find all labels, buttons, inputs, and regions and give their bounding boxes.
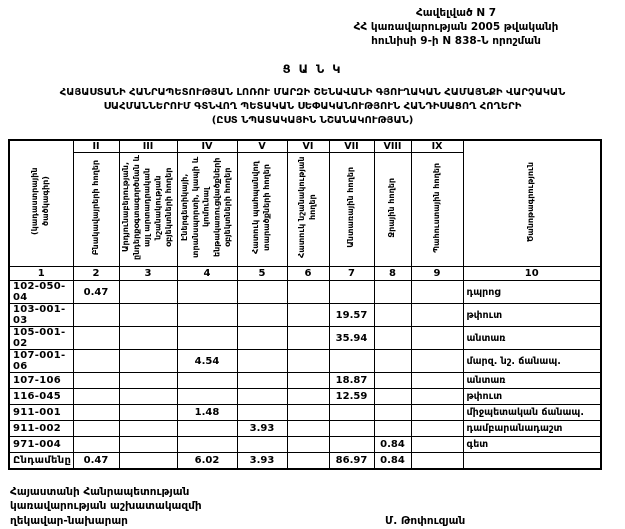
cell-area-value (411, 389, 463, 405)
table-row (9, 389, 601, 405)
cell-area-value (177, 281, 237, 304)
col-roman-8: VIII (374, 140, 411, 153)
cell-area-value (287, 453, 329, 469)
cell-area-value (287, 437, 329, 453)
col-header-protected-areas-lands: Հատուկ պահպանվող տարածքների հողեր (237, 153, 287, 267)
cell-area-value (119, 350, 177, 373)
cell-area-value: 19.57 (329, 304, 374, 327)
cell-area-value: 0.47 (73, 453, 119, 469)
total-row (9, 453, 601, 469)
col-header-forest-lands: Անտառային հողեր (329, 153, 374, 267)
table-row (9, 421, 601, 437)
cell-area-value: 0.84 (374, 453, 411, 469)
cell-area-value: 6.02 (177, 453, 237, 469)
cell-area-value (329, 405, 374, 421)
table-row (9, 405, 601, 421)
cell-area-value (287, 373, 329, 389)
cell-area-value (119, 304, 177, 327)
title-line-1: ՀԱՅԱՍՏԱՆԻ ՀԱՆՐԱՊԵՏՈՒԹՅԱՆ ԼՈՌՈՒ ՄԱՐԶԻ ՇԵՆԱՎԱՆԻ ԳՅՈՒՂԱԿԱՆ ՀԱՄԱՅՆՔԻ ՎԱՐՉԱԿԱՆ (59, 86, 566, 98)
cell-area-value (177, 304, 237, 327)
col-num-6: 6 (287, 267, 329, 281)
cell-area-value (287, 281, 329, 304)
cell-area-value (411, 437, 463, 453)
cell-area-value (329, 437, 374, 453)
signatory-title-line-3: ղեկավար-նախարար (10, 514, 128, 527)
cell-area-value (73, 421, 119, 437)
table-row (9, 327, 601, 350)
cell-area-value: 0.47 (73, 281, 119, 304)
col-roman-4: IV (177, 140, 237, 153)
cell-area-value (411, 350, 463, 373)
cell-area-value (119, 281, 177, 304)
cell-area-value (177, 373, 237, 389)
cell-note: դամբարանադաշտ (463, 421, 601, 437)
col-roman-3: III (119, 140, 177, 153)
cell-area-value (411, 373, 463, 389)
cell-area-value (119, 327, 177, 350)
signatory-title-line-2: կառավարության աշխատակազմի (10, 500, 202, 513)
cell-area-value (411, 453, 463, 469)
cell-note: գետ (463, 437, 601, 453)
cell-area-value (73, 405, 119, 421)
cell-area-value (177, 389, 237, 405)
appendix-line-1: Հավելված N 7 (415, 7, 497, 19)
col-roman-5: V (237, 140, 287, 153)
cell-area-value (119, 421, 177, 437)
col-roman-6: VI (287, 140, 329, 153)
col-roman-2: II (73, 140, 119, 153)
cell-area-value (237, 373, 287, 389)
cell-area-value: 35.94 (329, 327, 374, 350)
col-num-9: 9 (411, 267, 463, 281)
cell-area-value (287, 304, 329, 327)
cell-area-value (237, 405, 287, 421)
cell-area-value (119, 405, 177, 421)
cell-note: թփուտ (463, 304, 601, 327)
cell-area-value (287, 327, 329, 350)
cell-area-value (237, 350, 287, 373)
cell-area-value (411, 421, 463, 437)
col-header-reserve-lands: Պահուստային հողեր (411, 153, 463, 267)
col-num-8: 8 (374, 267, 411, 281)
cell-area-value (287, 350, 329, 373)
document-title (0, 86, 625, 128)
cell-area-value (411, 327, 463, 350)
cell-area-value (411, 281, 463, 304)
cell-area-value (73, 327, 119, 350)
col-num-2: 2 (73, 267, 119, 281)
cell-area-value (374, 281, 411, 304)
cell-cadastral-code: 116-045 (9, 389, 73, 405)
cell-area-value (119, 373, 177, 389)
cell-note (463, 453, 601, 469)
cell-area-value (73, 304, 119, 327)
col-num-10: 10 (463, 267, 601, 281)
col-num-4: 4 (177, 267, 237, 281)
cell-cadastral-code: 911-001 (9, 405, 73, 421)
cell-note: մարզ. նշ. ճանապ. (463, 350, 601, 373)
cell-area-value: 18.87 (329, 373, 374, 389)
cell-area-value (177, 437, 237, 453)
cell-area-value: 0.84 (374, 437, 411, 453)
cell-area-value (329, 421, 374, 437)
col-header-remarks (463, 140, 601, 267)
col-header-special-purpose-lands: Հատուկ նշանակության հողեր (287, 153, 329, 267)
col-num-1: 1 (9, 267, 73, 281)
cell-area-value: 1.48 (177, 405, 237, 421)
cell-area-value (177, 327, 237, 350)
cell-area-value (73, 373, 119, 389)
cell-area-value (73, 350, 119, 373)
cell-area-value: 3.93 (237, 421, 287, 437)
cell-area-value: 3.93 (237, 453, 287, 469)
cell-area-value (177, 421, 237, 437)
cell-area-value (237, 389, 287, 405)
cell-area-value (329, 350, 374, 373)
roman-numeral-row (9, 140, 601, 153)
appendix-reference (291, 6, 621, 49)
cell-area-value (374, 405, 411, 421)
cell-area-value: 12.59 (329, 389, 374, 405)
cell-area-value (374, 350, 411, 373)
cell-area-value: 4.54 (177, 350, 237, 373)
cell-cadastral-code: 103-001-03 (9, 304, 73, 327)
title-line-3: (ԸՍՏ ՆՊԱՏԱԿԱՅԻՆ ՆՇԱՆԱԿՈՒԹՅԱՆ) (211, 114, 414, 126)
cell-note: անտառ (463, 373, 601, 389)
cell-area-value (374, 373, 411, 389)
cell-area-value (73, 437, 119, 453)
column-number-row (9, 267, 601, 281)
cell-area-value (119, 453, 177, 469)
signatory-name: Մ. Թոփուզյան (385, 514, 466, 527)
col-header-water-lands: Ջրային հողեր (374, 153, 411, 267)
cell-note: թփուտ (463, 389, 601, 405)
cell-note: միջպետական ճանապ. (463, 405, 601, 421)
appendix-line-2: ՀՀ կառավարության 2005 թվականի (353, 21, 559, 34)
appendix-line-3: հունիսի 9-ի N 838-Ն որոշման (371, 35, 541, 48)
col-header-cadastral-code-label: (կադաստրային ծածկագիր) (30, 168, 51, 236)
cell-cadastral-code: 105-001-02 (9, 327, 73, 350)
signatory-title-line-1: Հայաստանի Հանրապետության (10, 485, 190, 498)
cell-area-value (73, 389, 119, 405)
col-num-5: 5 (237, 267, 287, 281)
cell-cadastral-code: 107-001-06 (9, 350, 73, 373)
cell-area-value (287, 421, 329, 437)
cell-area-value (374, 304, 411, 327)
cell-area-value (237, 304, 287, 327)
col-num-3: 3 (119, 267, 177, 281)
cell-area-value (119, 437, 177, 453)
table-row (9, 281, 601, 304)
table-row (9, 350, 601, 373)
table-row (9, 373, 601, 389)
title-line-2: ՍԱՀՄԱՆՆԵՐՈՒՄ ԳՏՆՎՈՂ ՊԵՏԱԿԱՆ ՍԵՓԱԿԱՆՈՒԹՅՈՒՆ ՀԱՆԴԻՍԱՑՈՂ ՀՈՂԵՐԻ (103, 100, 522, 112)
cell-area-value (374, 389, 411, 405)
cell-area-value (374, 421, 411, 437)
col-header-settlement-lands: Բնակավայրերի հողեր (73, 153, 119, 267)
cell-area-value (287, 389, 329, 405)
table-row (9, 304, 601, 327)
col-header-remarks-label: Ծանոթագրություն (526, 161, 536, 242)
table-body (9, 281, 601, 469)
cell-area-value (287, 405, 329, 421)
document-type-heading: Ց Ա Ն Կ (282, 61, 343, 76)
cell-cadastral-code: 107-106 (9, 373, 73, 389)
cell-area-value (374, 327, 411, 350)
col-roman-9: IX (411, 140, 463, 153)
cell-area-value (237, 327, 287, 350)
col-num-7: 7 (329, 267, 374, 281)
cell-cadastral-code: 971-004 (9, 437, 73, 453)
cell-area-value (411, 405, 463, 421)
cell-note: դպրոց (463, 281, 601, 304)
cell-note: անտառ (463, 327, 601, 350)
col-header-cadastral-code (9, 140, 73, 267)
cell-area-value (411, 304, 463, 327)
cell-area-value: 86.97 (329, 453, 374, 469)
cell-cadastral-code: 911-002 (9, 421, 73, 437)
cell-area-value (329, 281, 374, 304)
cell-area-value (237, 437, 287, 453)
total-label: Ընդամենը (9, 453, 73, 469)
cell-area-value (119, 389, 177, 405)
table-row (9, 437, 601, 453)
cell-area-value (237, 281, 287, 304)
col-roman-7: VII (329, 140, 374, 153)
land-table (8, 139, 602, 470)
cell-cadastral-code: 102-050-04 (9, 281, 73, 304)
col-header-industrial-lands: Արդյունաբերության, ընդերքօգտագործման և այլ արտադրական նշանակության օբյեկտների հողեր (119, 153, 177, 267)
col-header-energy-transport-lands: Էներգետիկայի, տրանսպորտի, կապի և կոմունալ ենթակառուցվածքների օբյեկտների հողեր (177, 153, 237, 267)
